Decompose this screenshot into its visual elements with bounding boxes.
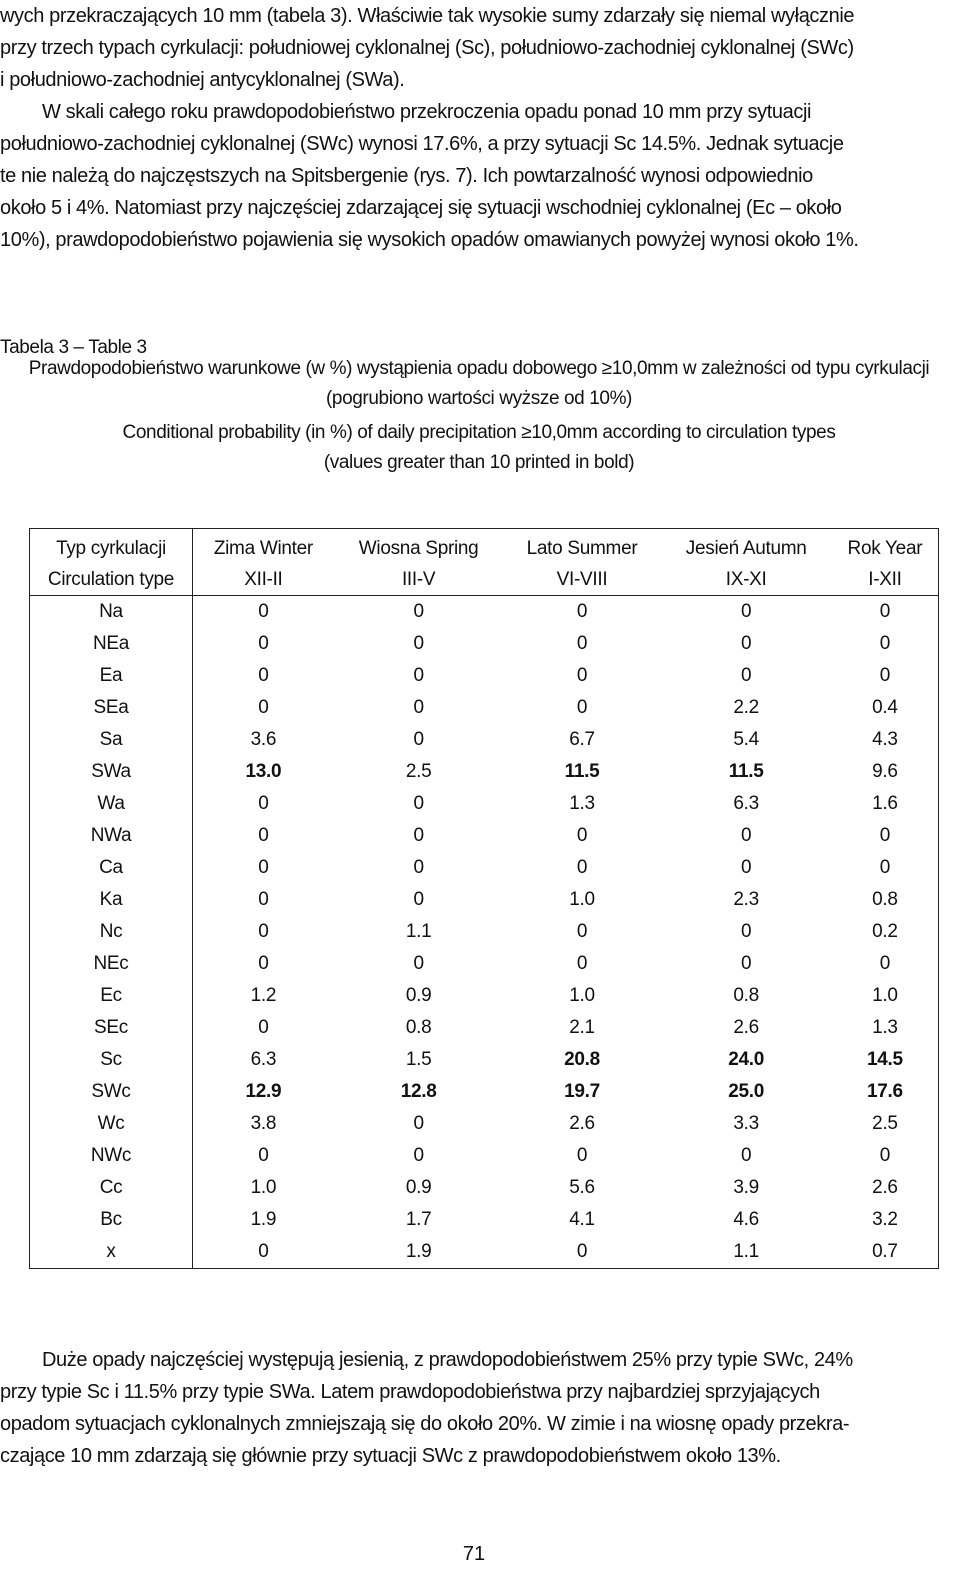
- probability-cell: 0.4: [872, 697, 898, 718]
- probability-cell: 6.3: [250, 1049, 277, 1070]
- probability-cell: 2.6: [872, 1177, 898, 1198]
- header-row: [30, 565, 939, 596]
- table-id-label: Tabela 3 – Table 3: [0, 337, 147, 358]
- probability-cell: 3.9: [733, 1177, 759, 1198]
- circulation-type-cell: Ea: [30, 660, 193, 692]
- probability-cell: 0: [413, 857, 424, 878]
- circulation-type-cell: x: [30, 1236, 193, 1269]
- table-row: [30, 852, 939, 884]
- probability-cell: 0: [576, 953, 588, 974]
- circulation-type-cell: NWc: [30, 1140, 193, 1172]
- probability-cell: 1.3: [569, 793, 595, 814]
- header-cell: Jesień Autumn: [685, 538, 807, 559]
- table-row: [30, 692, 939, 724]
- probability-cell: 0: [741, 825, 752, 846]
- probability-cell: 0: [258, 1145, 269, 1166]
- probability-table: [29, 528, 939, 1269]
- probability-cell: 0: [576, 857, 588, 878]
- text-line: przy typie Sc i 11.5% przy typie SWa. Latem prawdopodobieństwa przy najbardziej sprzyjających: [0, 1381, 820, 1403]
- probability-cell: 0: [413, 665, 424, 686]
- header-cell-type: Typ cyrkulacji: [30, 529, 193, 566]
- caption-line: (values greater than 10 printed in bold): [323, 452, 635, 473]
- probability-cell: 0: [576, 1145, 588, 1166]
- probability-cell: 3.8: [250, 1113, 277, 1134]
- header-cell-type: Circulation type: [30, 565, 193, 596]
- probability-cell: 6.7: [569, 729, 595, 750]
- probability-cell: 12.9: [245, 1081, 282, 1102]
- table-row: [30, 1140, 939, 1172]
- table-row: [30, 596, 939, 629]
- text-line: przy trzech typach cyrkulacji: południowej cyklonalnej (Sc), południowo-zachodniej cyklonalnej (SWc): [0, 37, 854, 59]
- caption-line: (pogrubiono wartości wyższe od 10%): [326, 388, 632, 409]
- probability-cell: 1.0: [569, 889, 595, 910]
- probability-cell: 2.6: [733, 1017, 759, 1038]
- table-row: [30, 1172, 939, 1204]
- probability-cell: 0: [258, 953, 269, 974]
- probability-cell: 0: [258, 665, 269, 686]
- probability-cell: 0: [413, 633, 424, 654]
- probability-cell: 0: [576, 825, 588, 846]
- probability-cell: 0: [576, 601, 588, 622]
- circulation-type-cell: Cc: [30, 1172, 193, 1204]
- probability-cell: 0: [576, 665, 588, 686]
- header-cell: Wiosna Spring: [358, 538, 479, 559]
- probability-cell: 0: [741, 665, 752, 686]
- text-line: wych przekraczających 10 mm (tabela 3). Właściwie tak wysokie sumy zdarzały się niemal wyłącznie: [0, 5, 855, 27]
- circulation-type-cell: Na: [30, 596, 193, 629]
- intro-paragraph: [0, 0, 958, 96]
- probability-cell: 0: [258, 889, 269, 910]
- probability-cell: 2.5: [405, 761, 432, 782]
- header-cell: IX-XI: [661, 565, 832, 596]
- probability-cell: 0: [741, 601, 752, 622]
- probability-cell: 0.2: [872, 921, 898, 942]
- probability-cell: 3.3: [733, 1113, 759, 1134]
- table-row: [30, 660, 939, 692]
- table-row: [30, 916, 939, 948]
- circulation-type-cell: Ec: [30, 980, 193, 1012]
- probability-cell: 0: [258, 857, 269, 878]
- probability-cell: 0: [741, 921, 752, 942]
- probability-cell: 11.5: [728, 761, 764, 782]
- probability-cell: 4.1: [569, 1209, 595, 1230]
- circulation-type-cell: NEa: [30, 628, 193, 660]
- probability-cell: 0.8: [405, 1017, 432, 1038]
- probability-cell: 1.7: [405, 1209, 432, 1230]
- probability-cell: 0: [413, 697, 424, 718]
- probability-cell: 0: [258, 825, 269, 846]
- table-header: [30, 529, 939, 596]
- header-cell: III-V: [334, 565, 504, 596]
- probability-cell: 0: [258, 633, 269, 654]
- text-line: te nie należą do najczęstszych na Spitsbergenie (rys. 7). Ich powtarzalność wynosi odpowiednio: [0, 165, 813, 187]
- table-row: [30, 724, 939, 756]
- table-row: [30, 820, 939, 852]
- probability-cell: 1.2: [250, 985, 277, 1006]
- text-line: południowo-zachodniej cyklonalnej (SWc) wynosi 17.6%, a przy sytuacji Sc 14.5%. Jednak sytuacje: [0, 133, 844, 155]
- probability-cell: 13.0: [245, 761, 282, 782]
- text-line: i południowo-zachodniej antycyklonalnej (SWa).: [0, 69, 405, 91]
- circulation-type-cell: SEc: [30, 1012, 193, 1044]
- probability-cell: 17.6: [867, 1081, 903, 1102]
- table-row: [30, 980, 939, 1012]
- probability-cell: 0: [741, 953, 752, 974]
- header-cell: Lato Summer: [526, 538, 638, 559]
- header-cell: Rok Year: [847, 538, 923, 559]
- probability-cell: 0: [258, 601, 269, 622]
- circulation-type-cell: SWa: [30, 756, 193, 788]
- probability-cell: 19.7: [564, 1081, 600, 1102]
- probability-cell: 25.0: [728, 1081, 765, 1102]
- probability-cell: 0: [879, 857, 891, 878]
- circulation-type-cell: Ca: [30, 852, 193, 884]
- table-caption-polish: [0, 354, 958, 414]
- header-cell: Zima Winter: [213, 538, 313, 559]
- probability-cell: 0.9: [405, 1177, 432, 1198]
- probability-cell: 0.8: [872, 889, 898, 910]
- header-cell: I-XII: [832, 565, 939, 596]
- probability-cell: 1.9: [250, 1209, 277, 1230]
- probability-cell: 1.1: [405, 921, 432, 942]
- header-cell: VI-VIII: [503, 565, 660, 596]
- probability-cell: 0.9: [405, 985, 432, 1006]
- probability-cell: 5.6: [569, 1177, 595, 1198]
- text-line: około 5 i 4%. Natomiast przy najczęściej zdarzającej się sytuacji wschodniej cyklonalnej (Ec – około: [0, 197, 842, 219]
- probability-cell: 4.3: [872, 729, 898, 750]
- probability-cell: 0: [413, 601, 424, 622]
- probability-cell: 3.6: [250, 729, 277, 750]
- probability-cell: 0: [741, 1145, 752, 1166]
- text-line: 10%), prawdopodobieństwo pojawienia się wysokich opadów omawianych powyżej wynosi około 1%.: [0, 229, 859, 251]
- probability-cell: 0: [258, 921, 269, 942]
- table-row: [30, 1236, 939, 1269]
- caption-line: Prawdopodobieństwo warunkowe (w %) wystąpienia opadu dobowego ≥10,0mm w zależności od typu cyrkulacji: [28, 358, 930, 379]
- table-row: [30, 1108, 939, 1140]
- circulation-type-cell: SEa: [30, 692, 193, 724]
- probability-cell: 0: [258, 1241, 269, 1262]
- probability-cell: 0: [879, 601, 891, 622]
- circulation-type-cell: NEc: [30, 948, 193, 980]
- probability-cell: 2.2: [733, 697, 759, 718]
- circulation-type-cell: Sc: [30, 1044, 193, 1076]
- table-row: [30, 1044, 939, 1076]
- probability-cell: 9.6: [872, 761, 898, 782]
- table-row: [30, 1012, 939, 1044]
- probability-cell: 0: [879, 633, 891, 654]
- probability-cell: 1.3: [872, 1017, 898, 1038]
- probability-cell: 0: [576, 1241, 588, 1262]
- probability-cell: 1.0: [872, 985, 898, 1006]
- probability-cell: 0: [413, 729, 424, 750]
- caption-line: Conditional probability (in %) of daily precipitation ≥10,0mm according to circulation types: [122, 422, 836, 443]
- probability-cell: 5.4: [733, 729, 759, 750]
- probability-cell: 0: [258, 697, 269, 718]
- table-row: [30, 948, 939, 980]
- text-line: opadom sytuacjach cyklonalnych zmniejszają się do około 20%. W zimie i na wiosnę opady przekra-: [0, 1413, 850, 1435]
- probability-cell: 2.3: [733, 889, 759, 910]
- second-paragraph: [0, 96, 958, 256]
- table-row: [30, 628, 939, 660]
- probability-cell: 0: [741, 633, 752, 654]
- table-row: [30, 788, 939, 820]
- probability-cell: 11.5: [564, 761, 600, 782]
- closing-paragraph: [0, 1344, 958, 1472]
- circulation-type-cell: Sa: [30, 724, 193, 756]
- probability-cell: 2.5: [872, 1113, 898, 1134]
- text-line: czające 10 mm zdarzają się głównie przy sytuacji SWc z prawdopodobieństwem około 13%.: [0, 1445, 781, 1467]
- probability-cell: 12.8: [400, 1081, 437, 1102]
- table-caption-english: [0, 418, 958, 478]
- probability-cell: 0: [413, 793, 424, 814]
- text-line: W skali całego roku prawdopodobieństwo przekroczenia opadu ponad 10 mm przy sytuacji: [42, 101, 812, 123]
- probability-cell: 0: [576, 921, 588, 942]
- probability-cell: 1.5: [405, 1049, 432, 1070]
- probability-cell: 0: [879, 825, 891, 846]
- probability-cell: 0: [413, 889, 424, 910]
- header-row: [30, 529, 939, 566]
- table-row: [30, 1076, 939, 1108]
- table-body: [30, 596, 939, 1269]
- circulation-type-cell: SWc: [30, 1076, 193, 1108]
- probability-cell: 20.8: [564, 1049, 600, 1070]
- circulation-type-cell: Wa: [30, 788, 193, 820]
- probability-cell: 0.7: [872, 1241, 898, 1262]
- probability-cell: 14.5: [867, 1049, 903, 1070]
- text-line: Duże opady najczęściej występują jesienią, z prawdopodobieństwem 25% przy typie SWc, 24%: [42, 1349, 853, 1371]
- probability-cell: 0: [879, 1145, 891, 1166]
- probability-cell: 1.0: [569, 985, 595, 1006]
- circulation-type-cell: NWa: [30, 820, 193, 852]
- probability-cell: 0: [413, 1113, 424, 1134]
- probability-cell: 0: [576, 633, 588, 654]
- probability-cell: 0: [413, 825, 424, 846]
- probability-cell: 2.6: [569, 1113, 595, 1134]
- circulation-type-cell: Bc: [30, 1204, 193, 1236]
- probability-cell: 0: [413, 1145, 424, 1166]
- probability-cell: 1.6: [872, 793, 898, 814]
- table-row: [30, 1204, 939, 1236]
- probability-cell: 0: [879, 665, 891, 686]
- probability-cell: 0: [258, 793, 269, 814]
- probability-cell: 24.0: [728, 1049, 765, 1070]
- header-cell: XII-II: [193, 565, 334, 596]
- probability-cell: 1.1: [733, 1241, 759, 1262]
- probability-cell: 0.8: [733, 985, 759, 1006]
- page-number: 71: [462, 1543, 486, 1565]
- probability-cell: 0: [879, 953, 891, 974]
- table-row: [30, 756, 939, 788]
- circulation-type-cell: Wc: [30, 1108, 193, 1140]
- probability-cell: 3.2: [872, 1209, 898, 1230]
- probability-cell: 0: [413, 953, 424, 974]
- table-row: [30, 884, 939, 916]
- probability-cell: 1.9: [405, 1241, 432, 1262]
- circulation-type-cell: Nc: [30, 916, 193, 948]
- probability-cell: 1.0: [250, 1177, 277, 1198]
- probability-cell: 4.6: [733, 1209, 759, 1230]
- probability-cell: 6.3: [733, 793, 759, 814]
- probability-cell: 2.1: [569, 1017, 595, 1038]
- circulation-type-cell: Ka: [30, 884, 193, 916]
- probability-cell: 0: [741, 857, 752, 878]
- probability-cell: 0: [258, 1017, 269, 1038]
- probability-cell: 0: [576, 697, 588, 718]
